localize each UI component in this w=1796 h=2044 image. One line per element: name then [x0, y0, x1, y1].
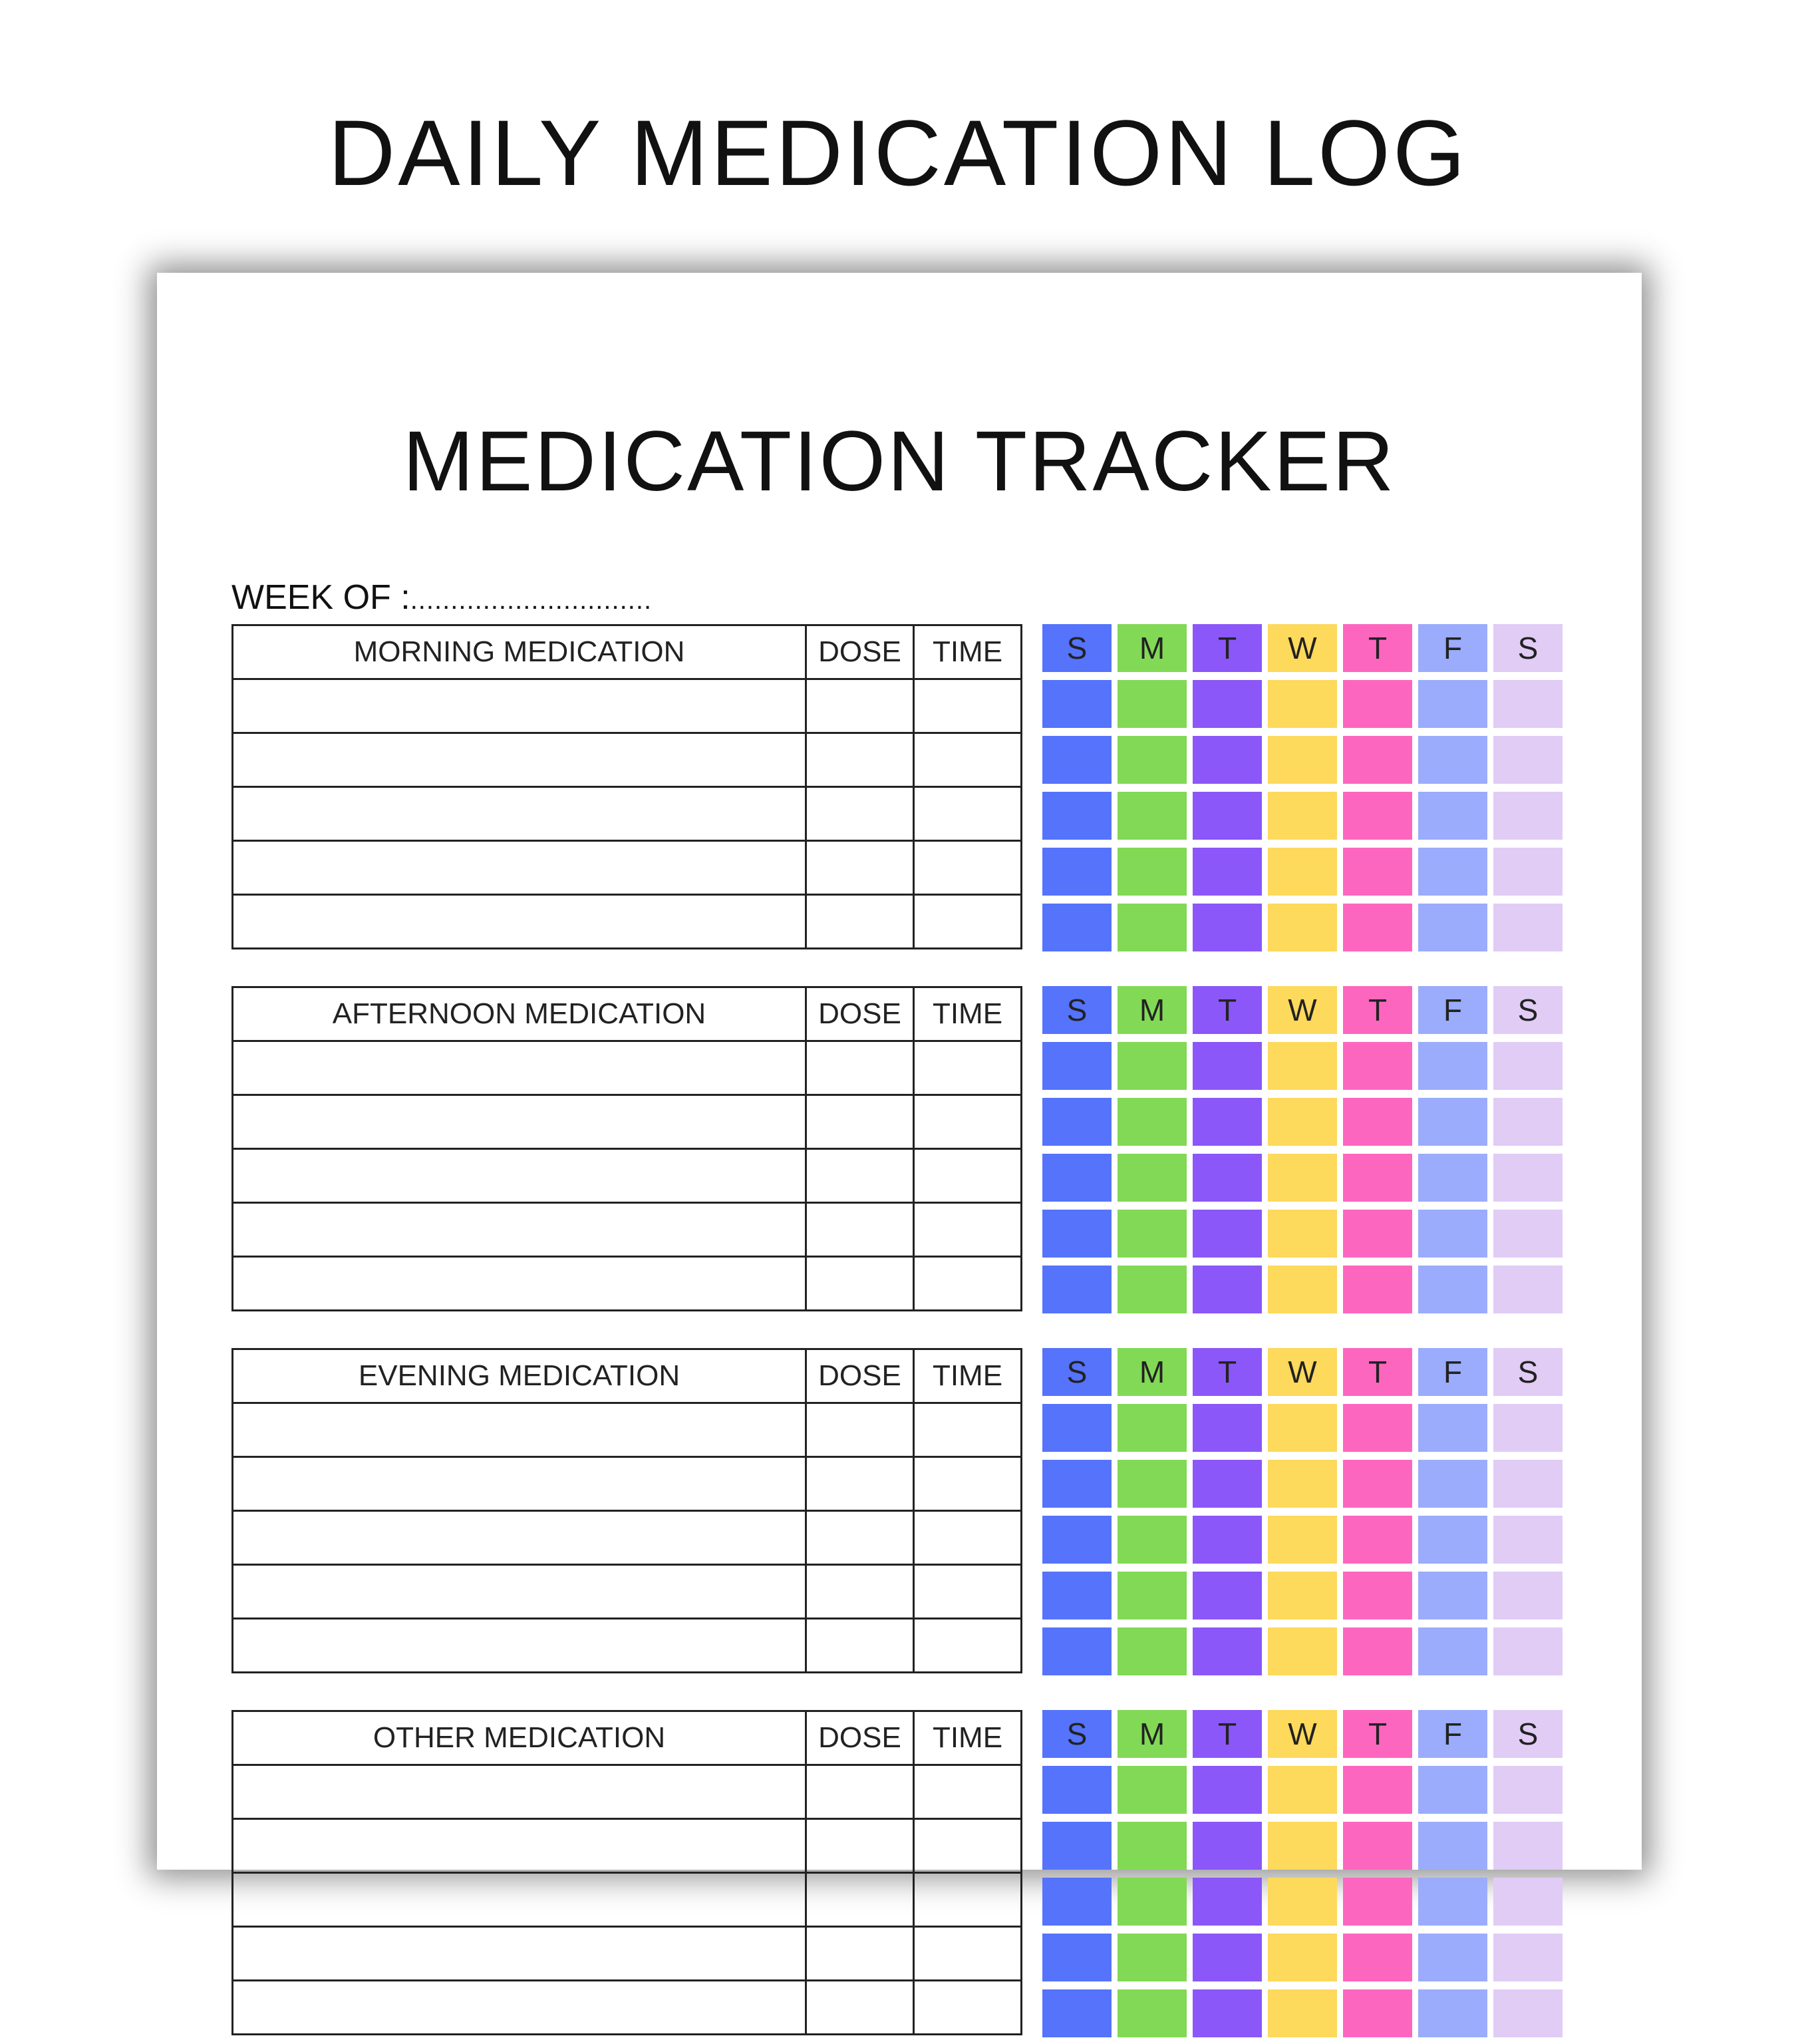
day-checkbox[interactable]: [1193, 736, 1262, 784]
day-checkbox[interactable]: [1343, 904, 1412, 951]
day-checkbox[interactable]: [1118, 1266, 1187, 1313]
day-header: W: [1268, 624, 1337, 672]
medication-name-cell[interactable]: [233, 1565, 806, 1619]
table-row: [233, 1095, 1022, 1149]
day-checkbox[interactable]: [1193, 1766, 1262, 1814]
day-checkbox[interactable]: [1493, 1210, 1563, 1258]
medication-name-cell[interactable]: [233, 733, 806, 787]
day-header: S: [1493, 624, 1563, 672]
medication-header: MORNING MEDICATION: [233, 625, 806, 679]
time-cell[interactable]: [914, 841, 1022, 895]
medication-name-cell[interactable]: [233, 841, 806, 895]
medication-tracker-sheet: [157, 273, 1642, 1870]
day-checkbox[interactable]: [1343, 1460, 1412, 1508]
day-checkbox[interactable]: [1493, 1934, 1563, 1981]
day-header: W: [1268, 1348, 1337, 1396]
medication-name-cell[interactable]: [233, 1457, 806, 1511]
medication-table: [231, 1710, 1022, 2035]
day-checkbox[interactable]: [1343, 1266, 1412, 1313]
table-row: [233, 1765, 1022, 1819]
day-header: T: [1343, 1348, 1412, 1396]
day-checkbox[interactable]: [1493, 1516, 1563, 1564]
day-checkbox[interactable]: [1343, 1878, 1412, 1926]
day-checkbox[interactable]: [1193, 1266, 1262, 1313]
day-checkbox[interactable]: [1118, 1516, 1187, 1564]
day-header: S: [1042, 986, 1112, 1034]
medication-name-cell[interactable]: [233, 1927, 806, 1981]
table-row: [233, 1927, 1022, 1981]
day-checkbox[interactable]: [1042, 792, 1112, 840]
medication-name-cell[interactable]: [233, 895, 806, 949]
time-cell[interactable]: [914, 787, 1022, 841]
day-checkbox[interactable]: [1268, 1266, 1337, 1313]
medication-header: OTHER MEDICATION: [233, 1711, 806, 1765]
dose-cell[interactable]: [806, 841, 914, 895]
dose-header: DOSE: [806, 625, 914, 679]
dose-cell[interactable]: [806, 1619, 914, 1673]
page-title: DAILY MEDICATION LOG: [328, 100, 1468, 205]
day-checkbox[interactable]: [1493, 1404, 1563, 1452]
day-checkbox[interactable]: [1268, 1154, 1337, 1202]
day-checkbox[interactable]: [1268, 1042, 1337, 1090]
day-header: S: [1493, 986, 1563, 1034]
day-checkbox[interactable]: [1118, 792, 1187, 840]
day-header: W: [1268, 1710, 1337, 1758]
table-row: [233, 841, 1022, 895]
medication-section: [231, 1710, 1569, 2044]
medication-name-cell[interactable]: [233, 1819, 806, 1873]
day-checkbox[interactable]: [1042, 1460, 1112, 1508]
day-header: T: [1343, 1710, 1412, 1758]
time-header: TIME: [914, 987, 1022, 1041]
day-checkbox[interactable]: [1418, 1210, 1487, 1258]
day-checkbox[interactable]: [1193, 680, 1262, 728]
time-header: TIME: [914, 1711, 1022, 1765]
dose-cell[interactable]: [806, 733, 914, 787]
table-row: [233, 1565, 1022, 1619]
time-cell[interactable]: [914, 733, 1022, 787]
day-checkbox[interactable]: [1042, 848, 1112, 896]
medication-section: [231, 1348, 1569, 1682]
dose-cell[interactable]: [806, 895, 914, 949]
medication-name-cell[interactable]: [233, 1203, 806, 1257]
day-checkbox[interactable]: [1193, 1042, 1262, 1090]
dose-cell[interactable]: [806, 1203, 914, 1257]
time-cell[interactable]: [914, 895, 1022, 949]
day-checkbox[interactable]: [1493, 1766, 1563, 1814]
dose-cell[interactable]: [806, 1565, 914, 1619]
weekday-checkbox-grid: [1042, 1348, 1563, 1675]
day-checkbox[interactable]: [1193, 904, 1262, 951]
medication-name-cell[interactable]: [233, 1095, 806, 1149]
day-checkbox[interactable]: [1042, 1989, 1112, 2037]
day-checkbox[interactable]: [1268, 1627, 1337, 1675]
table-row: [233, 1819, 1022, 1873]
time-cell[interactable]: [914, 1873, 1022, 1927]
day-checkbox[interactable]: [1193, 1822, 1262, 1870]
day-checkbox[interactable]: [1118, 1627, 1187, 1675]
table-header-row: [233, 987, 1022, 1041]
dose-cell[interactable]: [806, 679, 914, 733]
dose-header: DOSE: [806, 987, 914, 1041]
day-checkbox[interactable]: [1343, 848, 1412, 896]
day-checkbox[interactable]: [1268, 1822, 1337, 1870]
day-checkbox[interactable]: [1118, 1404, 1187, 1452]
day-checkbox[interactable]: [1343, 1098, 1412, 1146]
table-row: [233, 1403, 1022, 1457]
time-cell[interactable]: [914, 1095, 1022, 1149]
day-checkbox[interactable]: [1343, 1572, 1412, 1619]
day-checkbox[interactable]: [1193, 1572, 1262, 1619]
day-checkbox[interactable]: [1193, 1934, 1262, 1981]
day-checkbox[interactable]: [1042, 1210, 1112, 1258]
table-row: [233, 787, 1022, 841]
day-header: M: [1118, 1348, 1187, 1396]
time-cell[interactable]: [914, 1403, 1022, 1457]
day-checkbox[interactable]: [1343, 1404, 1412, 1452]
day-checkbox[interactable]: [1193, 1404, 1262, 1452]
weekday-checkbox-grid: [1042, 986, 1563, 1313]
day-checkbox[interactable]: [1118, 1989, 1187, 2037]
day-header: S: [1042, 1348, 1112, 1396]
day-checkbox[interactable]: [1118, 680, 1187, 728]
day-checkbox[interactable]: [1268, 1878, 1337, 1926]
table-row: [233, 1041, 1022, 1095]
day-checkbox[interactable]: [1493, 1098, 1563, 1146]
medication-header: EVENING MEDICATION: [233, 1349, 806, 1403]
day-checkbox[interactable]: [1418, 848, 1487, 896]
day-checkbox[interactable]: [1418, 680, 1487, 728]
day-checkbox[interactable]: [1268, 736, 1337, 784]
time-cell[interactable]: [914, 1041, 1022, 1095]
day-checkbox[interactable]: [1418, 1878, 1487, 1926]
table-row: [233, 1619, 1022, 1673]
day-header: F: [1418, 624, 1487, 672]
day-checkbox[interactable]: [1343, 792, 1412, 840]
dose-cell[interactable]: [806, 787, 914, 841]
day-checkbox[interactable]: [1042, 1042, 1112, 1090]
day-checkbox[interactable]: [1493, 848, 1563, 896]
week-of-field[interactable]: [231, 580, 652, 615]
day-checkbox[interactable]: [1343, 1154, 1412, 1202]
day-checkbox[interactable]: [1118, 1042, 1187, 1090]
day-checkbox[interactable]: [1268, 1460, 1337, 1508]
day-checkbox[interactable]: [1118, 736, 1187, 784]
dose-cell[interactable]: [806, 1095, 914, 1149]
day-checkbox[interactable]: [1118, 848, 1187, 896]
day-checkbox[interactable]: [1268, 1516, 1337, 1564]
day-checkbox[interactable]: [1418, 792, 1487, 840]
week-of-blank: ..............................: [410, 586, 653, 615]
day-checkbox[interactable]: [1118, 1822, 1187, 1870]
time-cell[interactable]: [914, 1819, 1022, 1873]
day-checkbox[interactable]: [1118, 1878, 1187, 1926]
day-checkbox[interactable]: [1418, 1822, 1487, 1870]
medication-section: [231, 986, 1569, 1320]
day-checkbox[interactable]: [1268, 1989, 1337, 2037]
dose-cell[interactable]: [806, 1981, 914, 2035]
medication-name-cell[interactable]: [233, 1403, 806, 1457]
day-checkbox[interactable]: [1418, 1516, 1487, 1564]
day-checkbox[interactable]: [1493, 1572, 1563, 1619]
day-checkbox[interactable]: [1118, 1572, 1187, 1619]
day-header: T: [1343, 986, 1412, 1034]
day-header: T: [1193, 986, 1262, 1034]
day-checkbox[interactable]: [1118, 1934, 1187, 1981]
day-checkbox[interactable]: [1493, 904, 1563, 951]
day-checkbox[interactable]: [1193, 792, 1262, 840]
table-row: [233, 1457, 1022, 1511]
time-cell[interactable]: [914, 1149, 1022, 1203]
day-header: T: [1193, 624, 1262, 672]
medication-table: [231, 986, 1022, 1311]
day-checkbox[interactable]: [1193, 1210, 1262, 1258]
day-header: M: [1118, 986, 1187, 1034]
day-checkbox[interactable]: [1268, 680, 1337, 728]
medication-name-cell[interactable]: [233, 1619, 806, 1673]
day-checkbox[interactable]: [1493, 792, 1563, 840]
dose-cell[interactable]: [806, 1403, 914, 1457]
time-cell[interactable]: [914, 1619, 1022, 1673]
day-checkbox[interactable]: [1493, 1822, 1563, 1870]
day-checkbox[interactable]: [1343, 736, 1412, 784]
day-checkbox[interactable]: [1193, 1989, 1262, 2037]
day-checkbox[interactable]: [1042, 1404, 1112, 1452]
day-checkbox[interactable]: [1343, 1627, 1412, 1675]
time-header: TIME: [914, 1349, 1022, 1403]
medication-name-cell[interactable]: [233, 1149, 806, 1203]
day-checkbox[interactable]: [1268, 1572, 1337, 1619]
day-checkbox[interactable]: [1268, 792, 1337, 840]
time-cell[interactable]: [914, 1927, 1022, 1981]
medication-name-cell[interactable]: [233, 787, 806, 841]
dose-cell[interactable]: [806, 1257, 914, 1311]
medication-table: [231, 624, 1022, 949]
day-checkbox[interactable]: [1193, 1460, 1262, 1508]
dose-cell[interactable]: [806, 1873, 914, 1927]
day-checkbox[interactable]: [1042, 1822, 1112, 1870]
time-header: TIME: [914, 625, 1022, 679]
medication-table: [231, 1348, 1022, 1673]
day-checkbox[interactable]: [1118, 1460, 1187, 1508]
day-checkbox[interactable]: [1193, 1878, 1262, 1926]
time-cell[interactable]: [914, 1257, 1022, 1311]
day-checkbox[interactable]: [1343, 680, 1412, 728]
day-checkbox[interactable]: [1268, 1098, 1337, 1146]
table-row: [233, 1873, 1022, 1927]
day-checkbox[interactable]: [1343, 1822, 1412, 1870]
day-checkbox[interactable]: [1418, 1266, 1487, 1313]
day-checkbox[interactable]: [1118, 904, 1187, 951]
day-checkbox[interactable]: [1268, 904, 1337, 951]
day-checkbox[interactable]: [1118, 1098, 1187, 1146]
day-checkbox[interactable]: [1042, 1266, 1112, 1313]
day-checkbox[interactable]: [1493, 1627, 1563, 1675]
day-checkbox[interactable]: [1418, 1042, 1487, 1090]
medication-name-cell[interactable]: [233, 679, 806, 733]
dose-cell[interactable]: [806, 1819, 914, 1873]
day-checkbox[interactable]: [1493, 680, 1563, 728]
day-checkbox[interactable]: [1042, 736, 1112, 784]
time-cell[interactable]: [914, 1203, 1022, 1257]
table-header-row: [233, 625, 1022, 679]
day-checkbox[interactable]: [1193, 1516, 1262, 1564]
day-checkbox[interactable]: [1042, 1098, 1112, 1146]
time-cell[interactable]: [914, 679, 1022, 733]
weekday-checkbox-grid: [1042, 1710, 1563, 2037]
sheet-title: MEDICATION TRACKER: [402, 414, 1396, 509]
table-header-row: [233, 1711, 1022, 1765]
table-row: [233, 1257, 1022, 1311]
day-checkbox[interactable]: [1042, 904, 1112, 951]
day-checkbox[interactable]: [1418, 1098, 1487, 1146]
day-header: M: [1118, 624, 1187, 672]
time-cell[interactable]: [914, 1565, 1022, 1619]
day-checkbox[interactable]: [1042, 1878, 1112, 1926]
day-header: S: [1493, 1710, 1563, 1758]
day-checkbox[interactable]: [1418, 1627, 1487, 1675]
day-checkbox[interactable]: [1418, 1766, 1487, 1814]
day-checkbox[interactable]: [1268, 1210, 1337, 1258]
day-checkbox[interactable]: [1268, 1404, 1337, 1452]
medication-name-cell[interactable]: [233, 1873, 806, 1927]
table-row: [233, 679, 1022, 733]
dose-cell[interactable]: [806, 1041, 914, 1095]
day-checkbox[interactable]: [1268, 848, 1337, 896]
day-header: F: [1418, 986, 1487, 1034]
dose-header: DOSE: [806, 1711, 914, 1765]
day-header: T: [1193, 1348, 1262, 1396]
medication-name-cell[interactable]: [233, 1765, 806, 1819]
time-cell[interactable]: [914, 1457, 1022, 1511]
day-checkbox[interactable]: [1418, 1154, 1487, 1202]
day-checkbox[interactable]: [1493, 736, 1563, 784]
week-of-label: WEEK OF :: [231, 578, 410, 617]
day-checkbox[interactable]: [1418, 1460, 1487, 1508]
dose-cell[interactable]: [806, 1927, 914, 1981]
day-checkbox[interactable]: [1193, 1098, 1262, 1146]
day-checkbox[interactable]: [1193, 1627, 1262, 1675]
day-checkbox[interactable]: [1118, 1154, 1187, 1202]
day-checkbox[interactable]: [1493, 1878, 1563, 1926]
table-row: [233, 733, 1022, 787]
day-checkbox[interactable]: [1042, 1154, 1112, 1202]
time-cell[interactable]: [914, 1765, 1022, 1819]
medication-header: AFTERNOON MEDICATION: [233, 987, 806, 1041]
day-header: F: [1418, 1348, 1487, 1396]
dose-cell[interactable]: [806, 1765, 914, 1819]
day-checkbox[interactable]: [1493, 1042, 1563, 1090]
day-checkbox[interactable]: [1042, 1516, 1112, 1564]
day-checkbox[interactable]: [1042, 1934, 1112, 1981]
day-header: T: [1343, 624, 1412, 672]
day-checkbox[interactable]: [1418, 1989, 1487, 2037]
day-checkbox[interactable]: [1042, 680, 1112, 728]
medication-name-cell[interactable]: [233, 1981, 806, 2035]
day-header: S: [1042, 1710, 1112, 1758]
dose-cell[interactable]: [806, 1149, 914, 1203]
day-checkbox[interactable]: [1268, 1934, 1337, 1981]
day-checkbox[interactable]: [1343, 1210, 1412, 1258]
dose-header: DOSE: [806, 1349, 914, 1403]
day-checkbox[interactable]: [1418, 736, 1487, 784]
table-row: [233, 1981, 1022, 2035]
day-checkbox[interactable]: [1042, 1572, 1112, 1619]
medication-name-cell[interactable]: [233, 1257, 806, 1311]
day-header: S: [1493, 1348, 1563, 1396]
day-checkbox[interactable]: [1042, 1627, 1112, 1675]
dose-cell[interactable]: [806, 1457, 914, 1511]
day-header: T: [1193, 1710, 1262, 1758]
dose-cell[interactable]: [806, 1511, 914, 1565]
table-row: [233, 1149, 1022, 1203]
day-checkbox[interactable]: [1493, 1460, 1563, 1508]
day-checkbox[interactable]: [1193, 1154, 1262, 1202]
day-checkbox[interactable]: [1418, 1404, 1487, 1452]
day-checkbox[interactable]: [1493, 1154, 1563, 1202]
medication-name-cell[interactable]: [233, 1511, 806, 1565]
day-checkbox[interactable]: [1343, 1766, 1412, 1814]
day-header: M: [1118, 1710, 1187, 1758]
day-checkbox[interactable]: [1493, 1266, 1563, 1313]
day-checkbox[interactable]: [1193, 848, 1262, 896]
day-checkbox[interactable]: [1343, 1934, 1412, 1981]
weekday-checkbox-grid: [1042, 624, 1563, 951]
time-cell[interactable]: [914, 1511, 1022, 1565]
day-checkbox[interactable]: [1343, 1042, 1412, 1090]
day-checkbox[interactable]: [1268, 1766, 1337, 1814]
day-checkbox[interactable]: [1493, 1989, 1563, 2037]
table-header-row: [233, 1349, 1022, 1403]
day-checkbox[interactable]: [1118, 1210, 1187, 1258]
day-checkbox[interactable]: [1418, 1572, 1487, 1619]
table-row: [233, 1203, 1022, 1257]
time-cell[interactable]: [914, 1981, 1022, 2035]
table-row: [233, 1511, 1022, 1565]
day-header: F: [1418, 1710, 1487, 1758]
medication-name-cell[interactable]: [233, 1041, 806, 1095]
day-checkbox[interactable]: [1418, 1934, 1487, 1981]
medication-section: [231, 624, 1569, 958]
day-checkbox[interactable]: [1343, 1516, 1412, 1564]
day-header: W: [1268, 986, 1337, 1034]
day-checkbox[interactable]: [1343, 1989, 1412, 2037]
day-checkbox[interactable]: [1042, 1766, 1112, 1814]
day-header: S: [1042, 624, 1112, 672]
day-checkbox[interactable]: [1418, 904, 1487, 951]
day-checkbox[interactable]: [1118, 1766, 1187, 1814]
table-row: [233, 895, 1022, 949]
